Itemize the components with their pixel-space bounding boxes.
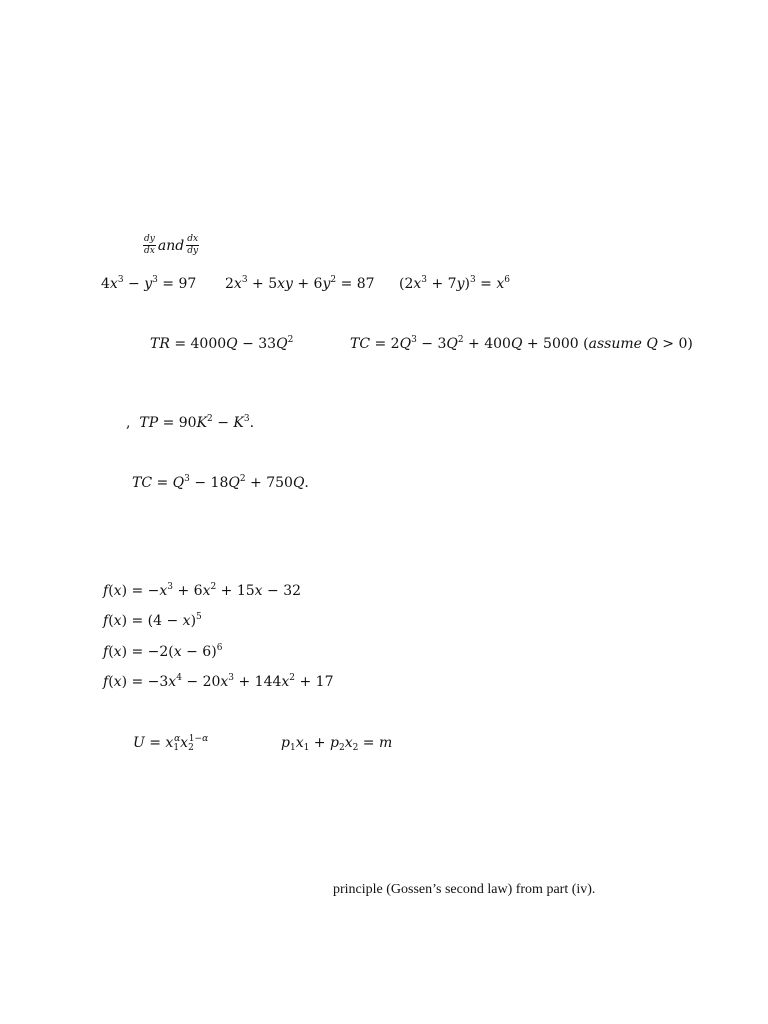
implicit-equation-1: $4x^3 - y^3 = 97$	[101, 275, 197, 292]
total-product-equation: , TP = $90K^2 - K^3$.	[126, 414, 255, 431]
total-cost-equation: TC = $2Q^3 - 3Q^2 + 400Q + 5000$ (assume Q > 0)	[350, 335, 693, 352]
budget-constraint: $p_1x_1 + p_2x_2 = m$	[281, 735, 393, 753]
gossen-principle-text: principle (Gossen’s second law) from part (iv).	[333, 882, 596, 897]
function-2: $f(x) = (4 - x)^5$	[103, 612, 202, 629]
function-1: $f(x) = -x^3 + 6x^2 + 15x - 32$	[103, 582, 302, 599]
and-word: and	[157, 237, 185, 254]
total-cost-cubic-equation: TC = $Q^3 - 18Q^2 + 750Q$.	[132, 474, 309, 491]
function-4: $f(x) = -3x^4 - 20x^3 + 144x^2 + 17$	[103, 673, 334, 690]
derivative-notation	[143, 234, 199, 257]
total-revenue-equation: TR = $4000Q - 33Q^2$	[150, 335, 294, 352]
implicit-equation-2: $2x^3 + 5xy + 6y^2 = 87$	[225, 275, 375, 292]
utility-function: $U = x_1^\alpha x_2^{1-\alpha}$	[133, 734, 209, 753]
dy-dx-fraction: $\frac{dy}{dx}$	[144, 234, 155, 256]
implicit-equation-3: $(2x^3 + 7y)^3 = x^6$	[399, 275, 510, 292]
function-3: $f(x) = -2(x - 6)^6$	[103, 643, 223, 660]
dx-dy-fraction: $\frac{dx}{dy}$	[187, 234, 199, 256]
